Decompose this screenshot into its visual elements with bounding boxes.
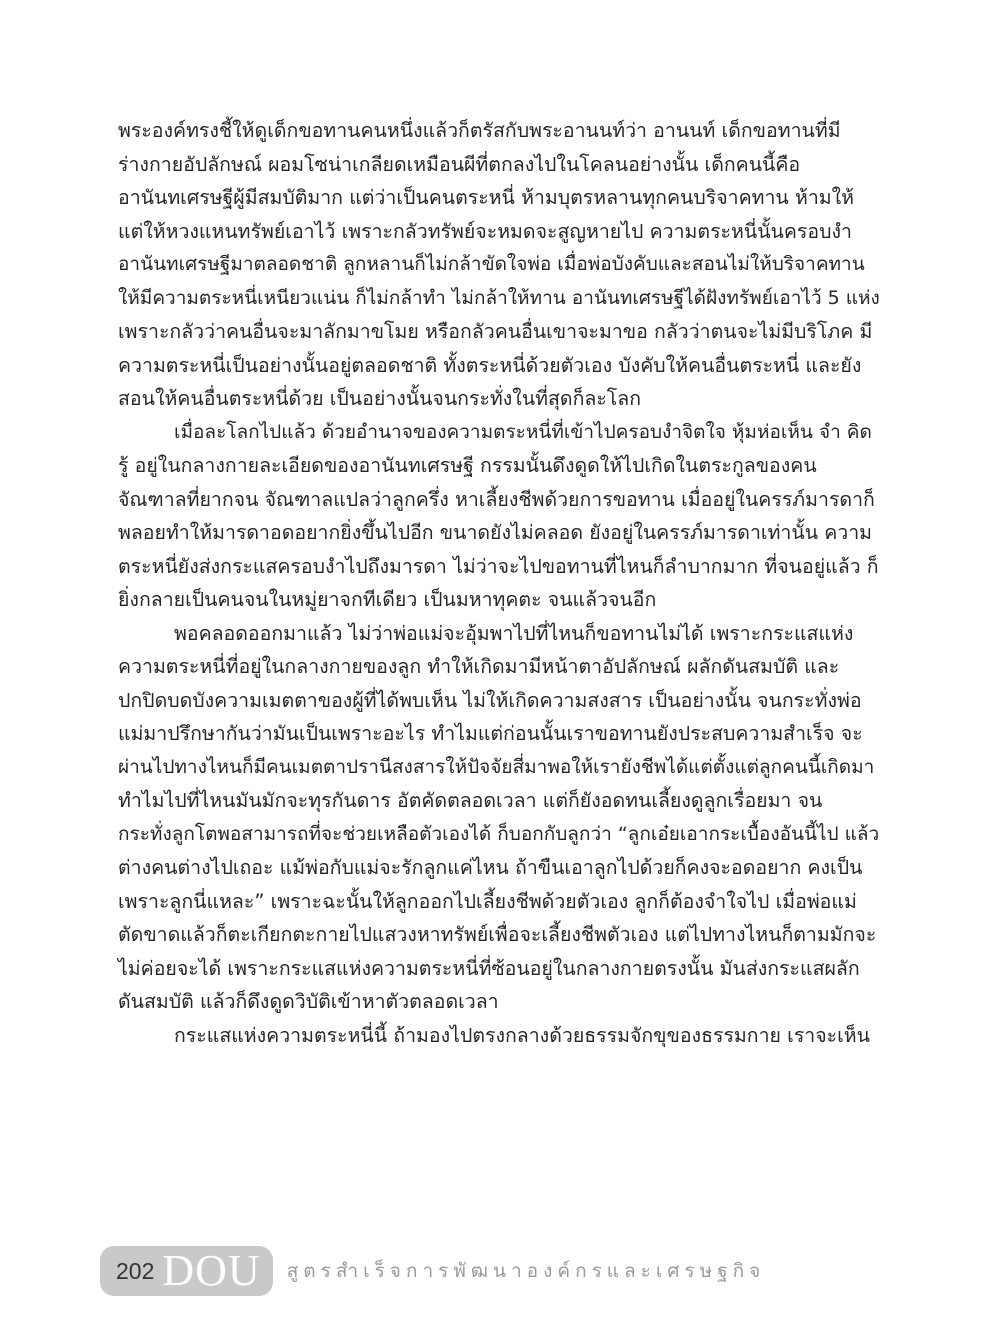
- text-line: กระแสแห่งความตระหนี่นี้ ถ้ามองไปตรงกลางด้วยธรรมจักขุของธรรมกาย เราจะเห็น: [174, 1023, 870, 1047]
- text-line: เพราะกลัวว่าคนอื่นจะมาลักมาขโมย หรือกลัวคนอื่นเขาจะมาขอ กลัวว่าตนจะไม่มีบริโภค มี: [118, 320, 873, 343]
- text-line: ยิ่งกลายเป็นคนจนในหมู่ยาจกทีเดียว เป็นมหาทุคตะ จนแล้วจนอีก: [118, 588, 657, 611]
- text-line: ตัดขาดแล้วก็ตะเกียกตะกายไปแสวงหาทรัพย์เพื่อจะเลี้ยงชีพตัวเอง แต่ไปทางไหนก็ตามมักจะ: [118, 923, 877, 946]
- text-line: เพราะลูกนี่แหละ” เพราะฉะนั้นให้ลูกออกไปเลี้ยงชีพด้วยตัวเอง ลูกก็ต้องจำใจไป เมื่อพ่อแม่: [118, 889, 857, 913]
- text-line: พลอยทำให้มารดาอดอยากยิ่งขึ้นไปอีก ขนาดยังไม่คลอด ยังอยู่ในครรภ์มารดาเท่านั้น ความ: [118, 521, 873, 544]
- text-line: ร่างกายอัปลักษณ์ ผอมโซน่าเกลียดเหมือนผีที่ตกลงไปในโคลนอย่างนั้น เด็กคนนี้คือ: [118, 152, 801, 176]
- text-line: สอนให้คนอื่นตระหนี่ด้วย เป็นอย่างนั้นจนกระทั่งในที่สุดก็ละโลก: [118, 387, 642, 410]
- text-line: ความตระหนี่ที่อยู่ในกลางกายของลูก ทำให้เกิดมามีหน้าตาอัปลักษณ์ ผลักดันสมบัติ และ: [118, 655, 840, 678]
- dou-logo: DOU: [162, 1246, 261, 1295]
- book-title: สูตรสำเร็จการพัฒนาองค์กรและเศรษฐกิจ: [286, 1260, 766, 1282]
- text-line: ความตระหนี่เป็นอย่างนั้นอยู่ตลอดชาติ ทั้งตระหนี่ด้วยตัวเอง บังคับให้คนอื่นตระหนี่ และยัง: [118, 353, 862, 377]
- text-line: ต่างคนต่างไปเถอะ แม้พ่อกับแม่จะรักลูกแค่ไหน ถ้าขืนเอาลูกไปด้วยก็คงจะอดอยาก คงเป็น: [118, 856, 863, 879]
- page-badge: [100, 1246, 273, 1296]
- text-line: ปกปิดบดบังความเมตตาของผู้ที่ได้พบเห็น ไม่ให้เกิดความสงสาร เป็นอย่างนั้น จนกระทั่งพ่อ: [118, 688, 862, 712]
- paragraph-4: [118, 1019, 882, 1053]
- text-line: ไม่ค่อยจะได้ เพราะกระแสแห่งความตระหนี่ที่ซ้อนอยู่ในกลางกายตรงนั้น มันส่งกระแสผลัก: [118, 956, 860, 980]
- text-line: จัณฑาลที่ยากจน จัณฑาลแปลว่าลูกครึ่ง หาเลี้ยงชีพด้วยการขอทาน เมื่ออยู่ในครรภ์มารดาก็: [118, 487, 875, 511]
- text-line: เมื่อละโลกไปแล้ว ด้วยอำนาจของความตระหนี่ที่เข้าไปครอบงำจิตใจ หุ้มห่อเห็น จำ คิด: [174, 420, 872, 443]
- text-line: พอคลอดออกมาแล้ว ไม่ว่าพ่อแม่จะอุ้มพาไปที่ไหนก็ขอทานไม่ได้ เพราะกระแสแห่ง: [174, 621, 854, 645]
- text-line: กระทั่งลูกโตพอสามารถที่จะช่วยเหลือตัวเองได้ ก็บอกกับลูกว่า “ลูกเอ๋ยเอากระเบื้องอันนี้ไป แล้ว: [118, 822, 880, 845]
- text-line: แต่ให้หวงแหนทรัพย์เอาไว้ เพราะกลัวทรัพย์จะหมดจะสูญหายไป ความตระหนี่นั้นครอบงำ: [118, 219, 852, 243]
- text-line: แม่มาปรึกษากันว่ามันเป็นเพราะอะไร ทำไมแต่ก่อนนั้นเราขอทานยังประสบความสำเร็จ จะ: [118, 722, 863, 745]
- paragraph-3: [118, 617, 882, 1019]
- text-line: รู้ อยู่ในกลางกายละเอียดของอานันทเศรษฐี กรรมนั้นดึงดูดให้ไปเกิดในตระกูลของคน: [118, 454, 817, 477]
- page-footer: [100, 1245, 900, 1297]
- text-line: พระองค์ทรงชี้ให้ดูเด็กขอทานคนหนึ่งแล้วก็ตรัสกับพระอานนท์ว่า อานนท์ เด็กขอทานที่มี: [118, 119, 841, 142]
- text-line: ผ่านไปทางไหนก็มีคนเมตตาปรานีสงสารให้ปัจจัยสี่มาพอให้เรายังชีพได้แต่ตั้งแต่ลูกคนนี้เกิดมา: [118, 755, 875, 778]
- text-line: อานันทเศรษฐีมาตลอดชาติ ลูกหลานก็ไม่กล้าขัดใจพ่อ เมื่อพ่อบังคับและสอนไม่ให้บริจาคทาน: [118, 253, 865, 275]
- body-text: [118, 114, 882, 1052]
- paragraph-2: [118, 416, 882, 617]
- text-line: อานันทเศรษฐีผู้มีสมบัติมาก แต่ว่าเป็นคนตระหนี่ ห้ามบุตรหลานทุกคนบริจาคทาน ห้ามให้: [118, 186, 854, 209]
- page-number: 202: [116, 1257, 155, 1284]
- text-line: ดันสมบัติ แล้วก็ดึงดูดวิบัติเข้าหาตัวตลอดเวลา: [118, 990, 499, 1013]
- text-line: ตระหนี่ยังส่งกระแสครอบงำไปถึงมารดา ไม่ว่าจะไปขอทานที่ไหนก็ลำบากมาก ที่จนอยู่แล้ว ก็: [118, 554, 879, 578]
- paragraph-1: [118, 114, 882, 416]
- text-line: ให้มีความตระหนี่เหนียวแน่น ก็ไม่กล้าทำ ไม่กล้าให้ทาน อานันทเศรษฐีได้ฝังทรัพย์เอาไว้ 5 แห่ง: [118, 286, 880, 309]
- text-line: ทำไมไปที่ไหนมันมักจะทุรกันดาร อัตคัดตลอดเวลา แต่ก็ยังอดทนเลี้ยงดูลูกเรื่อยมา จน: [118, 789, 823, 812]
